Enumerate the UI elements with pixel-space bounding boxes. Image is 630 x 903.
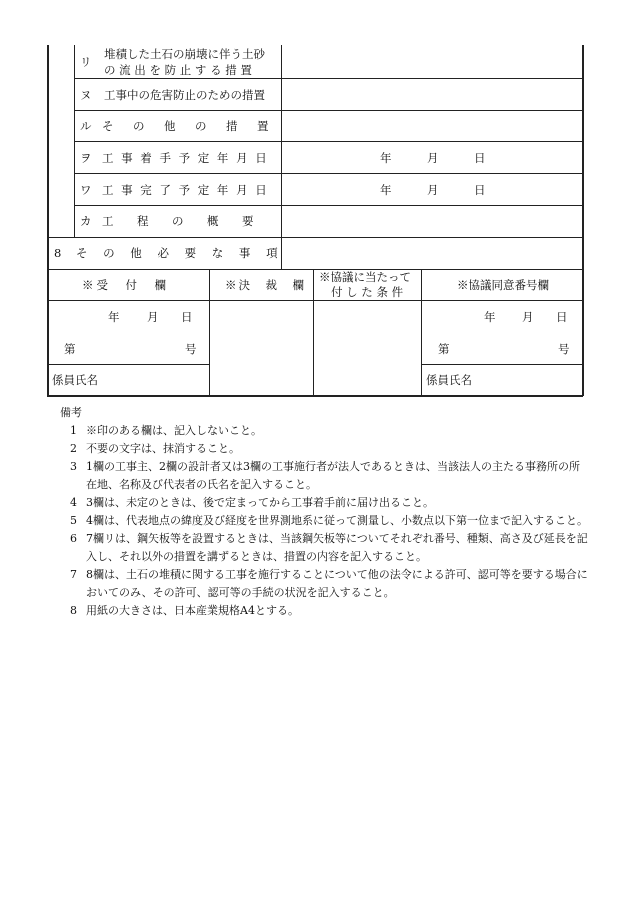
row-line	[421, 364, 583, 365]
note-number: 5	[70, 514, 77, 527]
note-item	[60, 422, 590, 440]
row-wo-day: 日	[474, 151, 486, 165]
row-line	[74, 78, 582, 79]
row-nu-label: 工事中の危害防止のための措置	[104, 88, 265, 102]
note-number: 8	[70, 604, 77, 617]
row-wa-day: 日	[474, 183, 486, 197]
row-wo-month: 月	[427, 151, 439, 165]
table-right-border	[582, 45, 584, 396]
row-line	[74, 173, 582, 174]
agreement-month: 月	[522, 310, 534, 324]
row-ri-label-line1: 堆積した土石の崩壊に伴う土砂	[104, 47, 265, 61]
note-text: ※印のある欄は、記入しないこと。	[86, 424, 262, 437]
table-left-border	[47, 45, 49, 396]
notes-list	[60, 422, 590, 620]
note-number: 2	[70, 442, 77, 455]
note-number: 1	[70, 424, 77, 437]
row-nu-mark: ヌ	[80, 88, 92, 102]
row-wo-mark: ヲ	[80, 151, 92, 165]
note-item	[60, 494, 590, 512]
row-ka-mark: カ	[80, 214, 92, 228]
table-bottom-border	[47, 395, 583, 397]
note-number: 4	[70, 496, 77, 509]
row-wa-mark: ワ	[80, 183, 92, 197]
agreement-day: 日	[556, 310, 568, 324]
note-item	[60, 530, 590, 566]
conditions-header-line1: ※協議に当たって	[319, 270, 411, 284]
note-item	[60, 512, 590, 530]
note-text: 不要の文字は、抹消すること。	[86, 442, 240, 455]
reception-go: 号	[185, 342, 197, 356]
row-ri-label-line2: の 流 出 を 防 止 す る 措 置	[104, 63, 252, 77]
row-wa-year: 年	[380, 183, 392, 197]
reception-year: 年	[108, 310, 120, 324]
note-number: 7	[70, 568, 77, 581]
note-text: 7欄リは、鋼矢板等を設置するときは、当該鋼矢板等についてそれぞれ番号、種類、高さ及び延長を記入し、それ以外の措置を講ずるときは、措置の内容を記入すること。	[86, 532, 588, 563]
row-ri-mark: リ	[80, 55, 92, 69]
row-wo-year: 年	[380, 151, 392, 165]
row-line	[47, 269, 583, 270]
note-text: 3欄は、未定のときは、後で定まってから工事着手前に届け出ること。	[86, 496, 434, 509]
decision-header: ※決 裁 欄	[225, 278, 306, 292]
agreement-dai: 第	[438, 342, 450, 356]
reception-staff-name: 係員氏名	[52, 373, 98, 387]
row-line	[74, 110, 582, 111]
row-line	[74, 141, 582, 142]
agreement-header: ※協議同意番号欄	[457, 278, 549, 292]
reception-day: 日	[181, 310, 193, 324]
note-item	[60, 566, 590, 602]
agreement-go: 号	[558, 342, 570, 356]
note-number: 3	[70, 460, 77, 473]
agreement-year: 年	[484, 310, 496, 324]
row-ru-label: そ の 他 の 措 置	[102, 119, 273, 133]
row-line	[47, 237, 583, 238]
office-divider	[313, 269, 314, 396]
note-text: 1欄の工事主、2欄の設計者又は3欄の工事施行者が法人であるときは、当該法人の主たる事務所の所在地、名称及び代表者の氏名を記入すること。	[86, 460, 580, 491]
reception-header: ※受 付 欄	[82, 278, 169, 292]
row-8-num: 8	[54, 246, 62, 260]
reception-dai: 第	[64, 342, 76, 356]
notes-section	[60, 404, 590, 620]
note-number: 6	[70, 532, 77, 545]
row-wo-label: 工 事 着 手 予 定 年 月 日	[102, 151, 269, 165]
office-divider	[209, 269, 210, 396]
conditions-header-line2: 付 し た 条 件	[331, 285, 404, 299]
agreement-staff-name: 係員氏名	[426, 373, 472, 387]
reception-month: 月	[147, 310, 159, 324]
row-ka-label: 工 程 の 概 要	[102, 214, 260, 228]
row-ru-mark: ル	[80, 119, 92, 133]
row-8-label: そ の 他 必 要 な 事 項	[76, 246, 284, 260]
row-line	[47, 300, 583, 301]
row-line	[74, 205, 582, 206]
note-item	[60, 458, 590, 494]
row-wa-month: 月	[427, 183, 439, 197]
note-text: 4欄は、代表地点の緯度及び経度を世界測地系に従って測量し、小数点以下第一位まで記入すること。	[86, 514, 588, 527]
note-item	[60, 440, 590, 458]
row-line	[47, 364, 209, 365]
office-divider	[421, 269, 422, 396]
notes-title: 備考	[60, 406, 82, 419]
note-text: 8欄は、土石の堆積に関する工事を施行することについて他の法令による許可、認可等を要する場合においてのみ、その許可、認可等の手続の状況を記入すること。	[86, 568, 588, 599]
note-text: 用紙の大きさは、日本産業規格A4とする。	[86, 604, 299, 617]
row-wa-label: 工 事 完 了 予 定 年 月 日	[102, 183, 269, 197]
note-item	[60, 602, 590, 620]
